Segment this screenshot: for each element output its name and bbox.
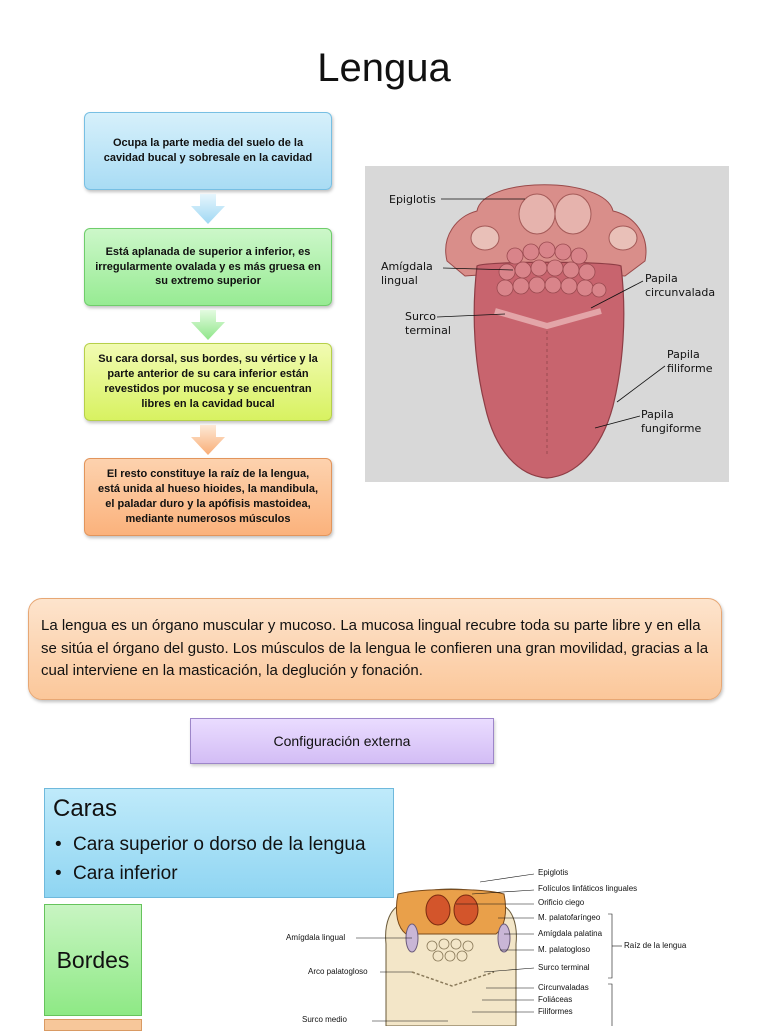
label2-foliculos: Folículos linfáticos linguales <box>538 884 638 893</box>
list-item: • Cara superior o dorso de la lengua <box>53 831 385 860</box>
flow-box-2: Está aplanada de superior a inferior, es irregularmente ovalada y es más gruesa en su extremo superior <box>84 228 332 306</box>
flow-box-3: Su cara dorsal, sus bordes, su vértice y la parte anterior de su cara inferior están revestidos por mucosa y se encuentran libres en la cavidad bucal <box>84 343 332 421</box>
label2-surco-terminal: Surco terminal <box>538 963 590 972</box>
flow-box-4: El resto constituye la raíz de la lengua, está unida al hueso hioides, la mandibula, el paladar duro y la apófisis mastoidea, mediante numerosos músculos <box>84 458 332 536</box>
description-box: La lengua es un órgano muscular y mucoso. La mucosa lingual recubre toda su parte libre y en ella se sitúa el órgano del gusto. Los músculos de la lengua le confieren una gran movilidad, gracias a la cual interviene en la masticación, la deglución y fonación. <box>28 598 722 700</box>
bordes-box: Bordes <box>44 904 142 1016</box>
label-papila-fungiforme: Papila fungiforme <box>641 408 702 435</box>
label2-arco-palatogloso: Arco palatogloso <box>308 967 368 976</box>
down-arrow-icon <box>191 425 225 455</box>
label-papila-filiforme: Papila filiforme <box>667 348 713 375</box>
label2-surco-medio: Surco medio <box>302 1015 347 1024</box>
flow-box-1: Ocupa la parte media del suelo de la cavidad bucal y sobresale en la cavidad <box>84 112 332 190</box>
label2-circunvaladas: Circunvaladas <box>538 983 589 992</box>
page-title: Lengua <box>317 46 451 90</box>
tongue-diagram <box>365 166 729 482</box>
label2-palatogloso: M. palatogloso <box>538 945 591 954</box>
label-epiglotis: Epiglotis <box>389 193 436 206</box>
label2-orificio-ciego: Orificio ciego <box>538 898 585 907</box>
label-amigdala-lingual: Amígdala lingual <box>381 260 433 287</box>
next-section-box <box>44 1019 142 1031</box>
label2-foliaceas: Foliáceas <box>538 995 573 1004</box>
label2-filiformes: Filiformes <box>538 1007 573 1016</box>
label2-raiz-lengua: Raíz de la lengua <box>624 941 687 950</box>
tongue-diagram-2 <box>272 864 720 1026</box>
label2-amigdala-palatina: Amígdala palatina <box>538 929 603 938</box>
label2-palatofaringeo: M. palatofaríngeo <box>538 913 601 922</box>
label2-amigdala-lingual: Amígdala lingual <box>286 933 346 942</box>
label-papila-circunvalada: Papila circunvalada <box>645 272 716 299</box>
caras-title: Caras <box>53 795 118 822</box>
config-externa-box: Configuración externa <box>190 718 494 764</box>
label-surco-terminal: Surco terminal <box>405 310 451 337</box>
down-arrow-icon <box>191 194 225 224</box>
down-arrow-icon <box>191 310 225 340</box>
label2-epiglotis: Epiglotis <box>538 868 569 877</box>
list-item: • Cara inferior <box>53 860 385 889</box>
